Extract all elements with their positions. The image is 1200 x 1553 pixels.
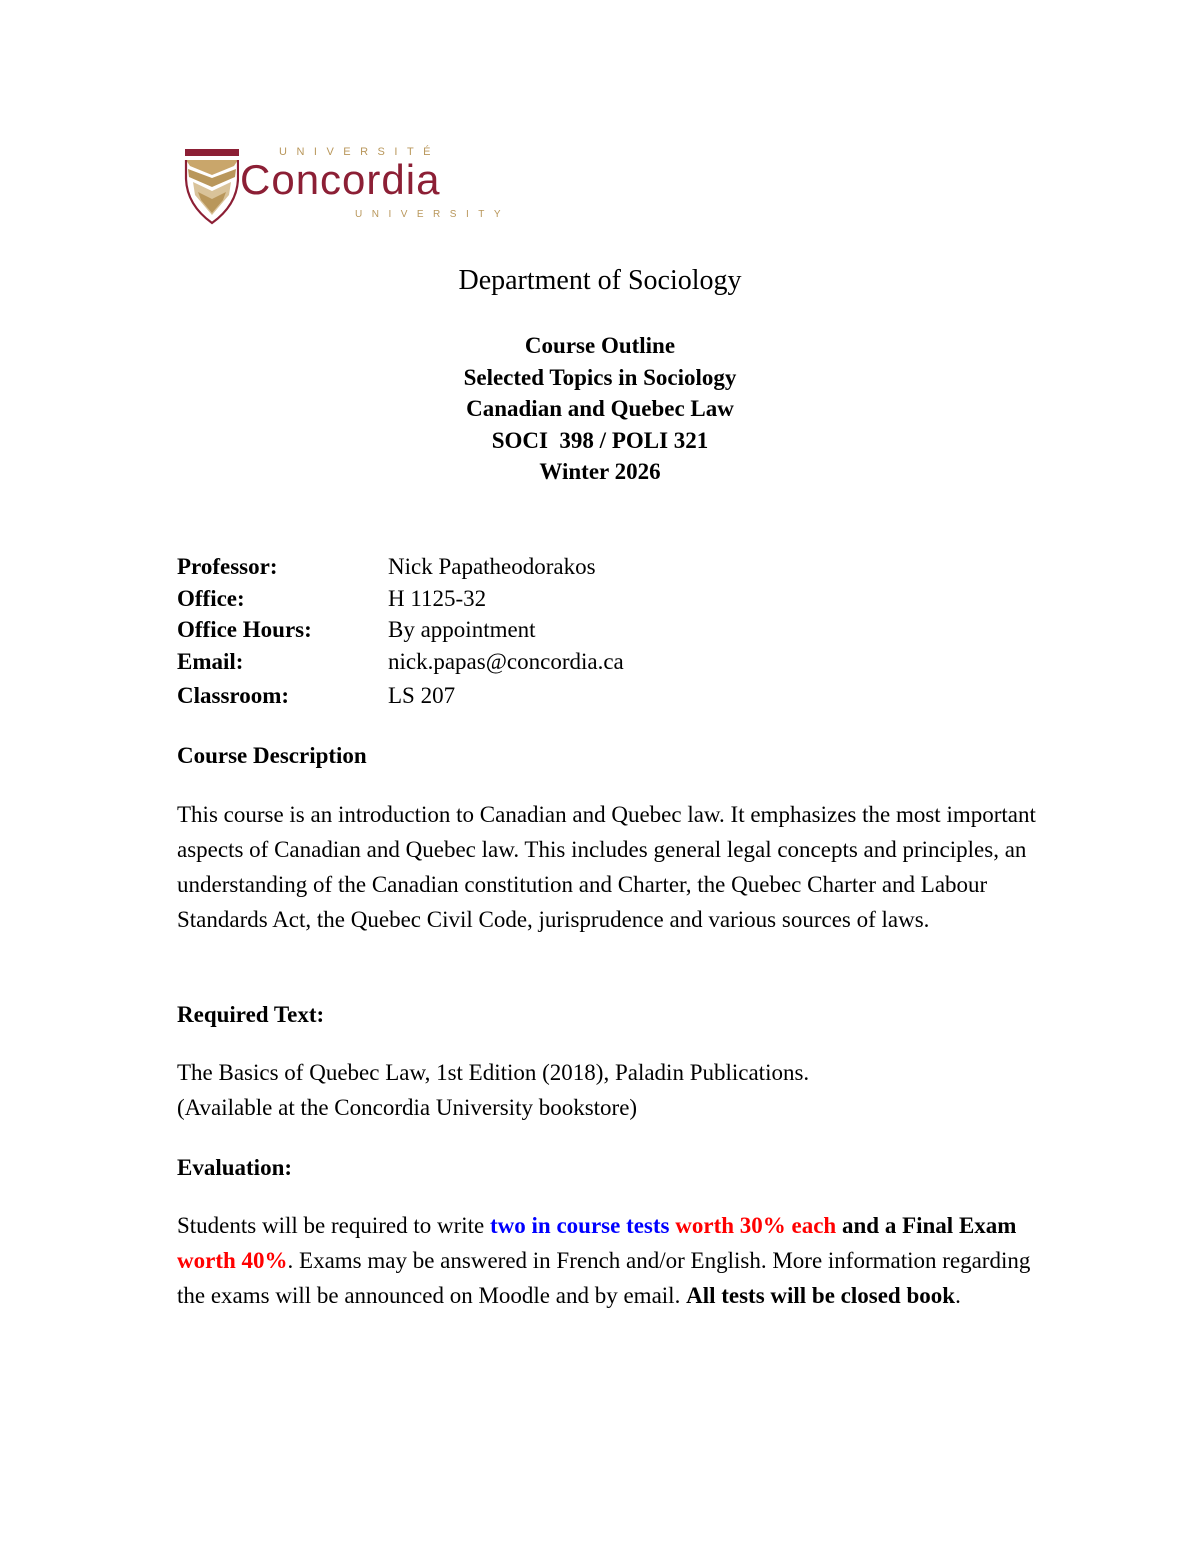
- logo-university-text: UNIVERSITY: [355, 209, 511, 220]
- evaluation-closed-book: All tests will be closed book: [686, 1283, 956, 1308]
- info-row-email: [177, 646, 624, 678]
- info-row-office-hours: [177, 614, 624, 646]
- evaluation-text-part: and a Final Exam: [836, 1213, 1017, 1238]
- evaluation-text-part: Students will be required to write: [177, 1213, 490, 1238]
- required-text-line: The Basics of Quebec Law, 1st Edition (2018), Paladin Publications.: [177, 1060, 810, 1085]
- evaluation-highlight-tests: two in course tests: [490, 1213, 670, 1238]
- info-label: Office Hours:: [177, 617, 312, 642]
- info-value: LS 207: [388, 683, 456, 708]
- evaluation-highlight-final-weight: worth 40%: [177, 1248, 288, 1273]
- info-value: Nick Papatheodorakos: [388, 554, 596, 579]
- info-value: H 1125-32: [388, 585, 487, 611]
- outline-line: Selected Topics in Sociology: [463, 364, 737, 390]
- evaluation-text-part: .: [955, 1283, 961, 1308]
- info-row-classroom: [177, 680, 624, 712]
- outline-line: SOCI 398 / POLI 321: [491, 427, 709, 453]
- info-label: Professor:: [177, 554, 278, 579]
- course-info-table: [177, 551, 624, 712]
- logo-wordmark: Concordia: [240, 156, 441, 203]
- required-text-line: (Available at the Concordia University bookstore): [177, 1095, 638, 1120]
- info-label: Office:: [177, 585, 245, 611]
- department-title: Department of Sociology: [458, 265, 742, 296]
- outline-line: Winter 2026: [539, 459, 661, 484]
- info-label: Email:: [177, 648, 244, 674]
- outline-line: Canadian and Quebec Law: [466, 396, 734, 421]
- evaluation-text-part: . Exams may be answered in French and/or English. More information regarding the exams will be announced on Moodle and by email.: [177, 1248, 1031, 1308]
- course-description-heading: Course Description: [177, 743, 367, 768]
- info-value: nick.papas@concordia.ca: [388, 648, 624, 674]
- outline-line: Course Outline: [524, 333, 676, 358]
- required-text-body: [177, 1055, 1037, 1125]
- concordia-logo: [183, 145, 511, 225]
- info-row-professor: [177, 551, 624, 583]
- required-text-heading: Required Text:: [177, 1002, 325, 1027]
- course-outline-heading: [0, 330, 1200, 488]
- evaluation-text: [177, 1208, 1037, 1313]
- course-description-text: This course is an introduction to Canadian and Quebec law. It emphasizes the most important aspects of Canadian and Quebec law. This includes general legal concepts and principles, an understanding of the Canadian constitution and Charter, the Quebec Charter and Labour Standards Act, the Quebec Civil Code, jurisprudence and various sources of laws.: [177, 802, 1036, 932]
- evaluation-heading: Evaluation:: [177, 1155, 293, 1180]
- shield-icon: [183, 147, 239, 225]
- info-value: By appointment: [388, 617, 536, 642]
- info-label: Classroom:: [177, 683, 290, 708]
- info-row-office: [177, 583, 624, 615]
- evaluation-highlight-weight: worth 30% each: [669, 1213, 837, 1238]
- logo-universite-text: UNIVERSITÉ: [279, 146, 441, 158]
